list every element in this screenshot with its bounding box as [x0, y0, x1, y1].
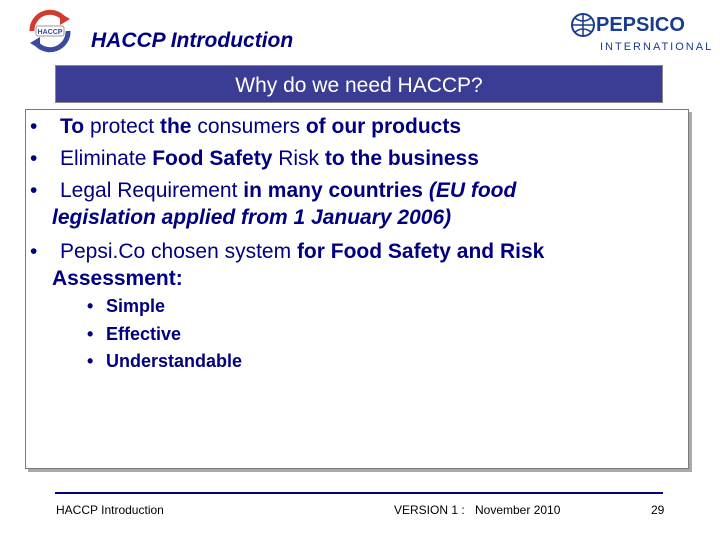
- sub-bullet-understandable: Understandable: [106, 351, 243, 371]
- bullet-3-line-2: [52, 203, 451, 233]
- pepsico-wordmark: PEPSICO: [596, 14, 685, 36]
- bullet-text: Eliminate: [60, 147, 153, 170]
- bullet-marker: •: [30, 147, 38, 170]
- bullet-4-line-2: [52, 264, 183, 294]
- bullet-text: Legal Requirement: [60, 179, 244, 202]
- bullet-text: legislation applied from 1 January 2006): [52, 206, 452, 229]
- bullet-text: Assessment:: [52, 267, 183, 290]
- bullet-marker: •: [30, 115, 38, 138]
- bullet-text: Risk: [272, 147, 325, 170]
- haccp-logo-icon: [24, 9, 76, 53]
- bullet-text: Pepsi.Co chosen system: [60, 240, 297, 263]
- bullet-text: (EU food: [428, 179, 517, 202]
- bullet-text: of our products: [305, 115, 462, 138]
- page-number: 29: [651, 503, 665, 517]
- globe-icon: [570, 12, 596, 38]
- bullet-1: [60, 112, 461, 142]
- bullet-text: Food Safety: [152, 147, 273, 170]
- sub-bullet-marker: •: [87, 296, 94, 316]
- bullet-text: to the business: [324, 147, 479, 170]
- bullet-3-line-1: [60, 176, 516, 206]
- pepsico-subtitle: INTERNATIONAL: [600, 41, 714, 53]
- bullet-4-line-1: [60, 237, 544, 267]
- footer-divider: [55, 492, 663, 494]
- sub-bullet-simple: Simple: [106, 296, 166, 316]
- sub-bullet-marker: •: [87, 351, 94, 371]
- bullet-text: consumers: [191, 115, 306, 138]
- section-banner: [55, 65, 663, 103]
- sub-bullet-marker: •: [87, 324, 94, 344]
- banner-title: Why do we need HACCP?: [235, 74, 483, 97]
- bullet-text: the: [159, 115, 192, 138]
- bullet-text: To: [60, 115, 85, 138]
- footer-version: VERSION 1 :: [394, 503, 465, 517]
- pepsico-logo: [570, 8, 714, 60]
- bullet-marker: •: [30, 179, 38, 202]
- bullet-text: for Food Safety and Risk: [296, 240, 545, 263]
- bullet-2: [60, 144, 479, 174]
- bullet-text: in many countries: [243, 179, 429, 202]
- bullet-text: protect: [84, 115, 160, 138]
- sub-bullet-effective: Effective: [106, 324, 182, 344]
- bullet-marker: •: [30, 240, 38, 263]
- page-title: HACCP Introduction: [91, 29, 294, 52]
- svg-text:HACCP: HACCP: [37, 29, 63, 36]
- footer-title: HACCP Introduction: [56, 503, 164, 517]
- footer-date: November 2010: [475, 503, 561, 517]
